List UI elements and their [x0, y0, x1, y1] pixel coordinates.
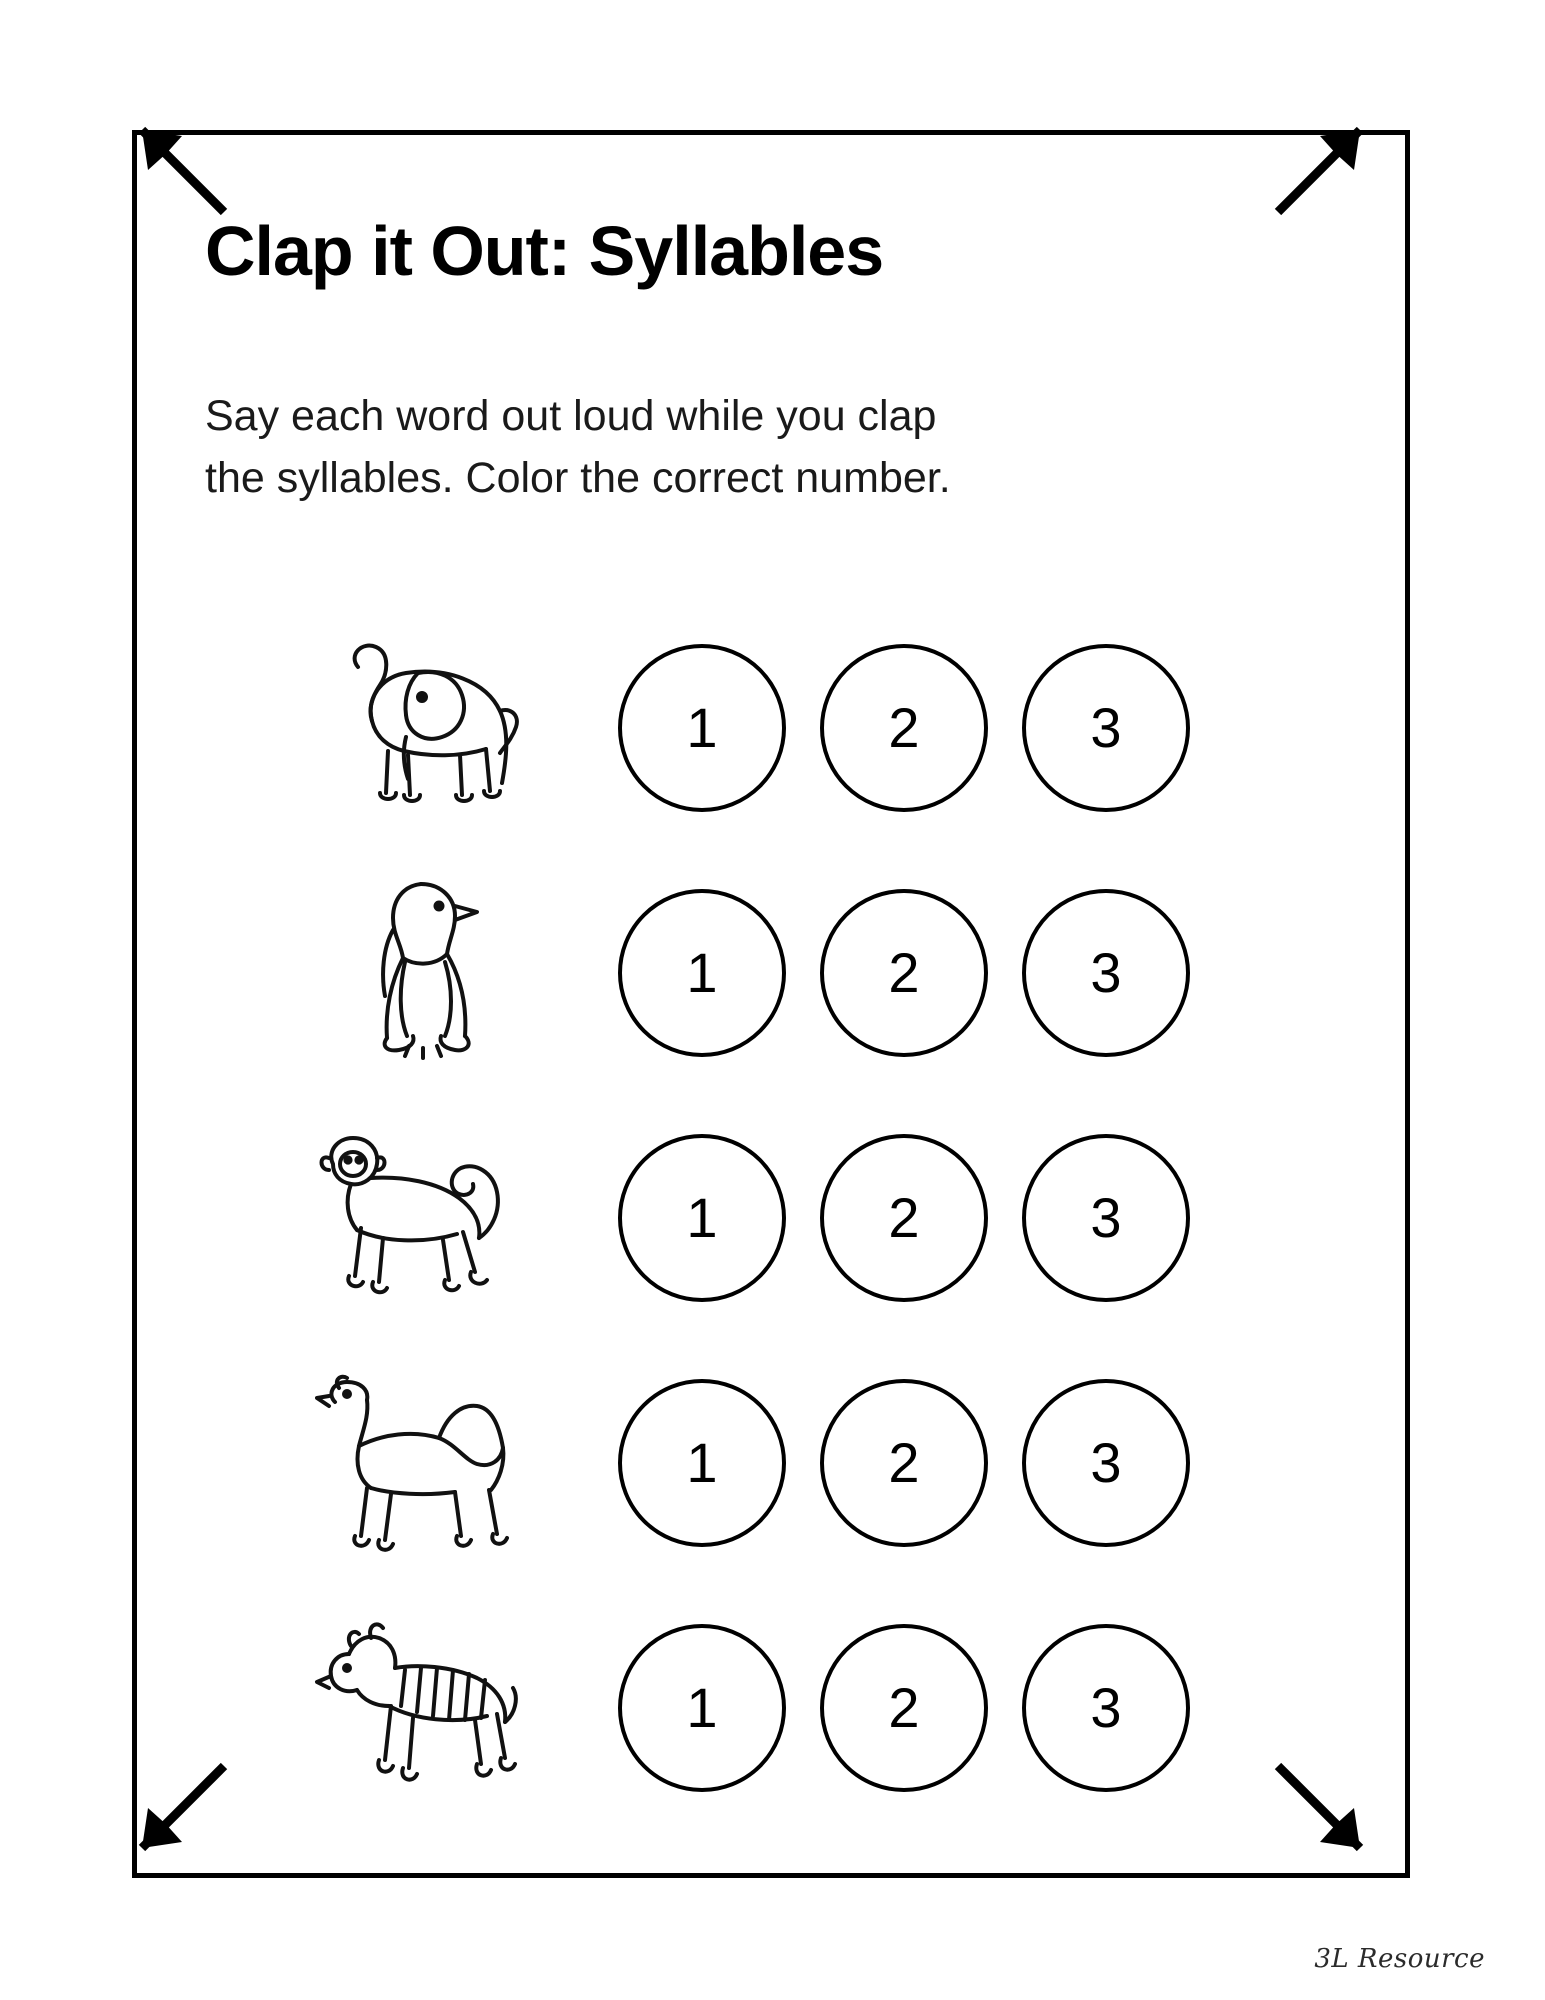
syllable-option-3[interactable]: 3	[1022, 644, 1190, 812]
syllable-options	[618, 644, 1190, 812]
syllable-options	[618, 1134, 1190, 1302]
syllable-option-3[interactable]: 3	[1022, 1379, 1190, 1547]
syllable-option-1[interactable]: 1	[618, 1134, 786, 1302]
corner-arrow-bottom-left-icon	[138, 1760, 230, 1852]
zebra-icon	[280, 1593, 580, 1823]
syllable-option-2[interactable]: 2	[820, 644, 988, 812]
syllable-option-1[interactable]: 1	[618, 1379, 786, 1547]
instructions	[205, 385, 1320, 510]
syllable-option-2[interactable]: 2	[820, 889, 988, 1057]
syllable-option-2[interactable]: 2	[820, 1134, 988, 1302]
syllable-option-2[interactable]: 2	[820, 1624, 988, 1792]
elephant-icon	[280, 613, 580, 843]
syllable-option-3[interactable]: 3	[1022, 889, 1190, 1057]
exercise-row	[280, 1095, 1340, 1340]
corner-arrow-top-left-icon	[138, 126, 230, 218]
syllable-options	[618, 1624, 1190, 1792]
instructions-line-2: the syllables. Color the correct number.	[205, 454, 951, 503]
syllable-options	[618, 1379, 1190, 1547]
syllable-option-3[interactable]: 3	[1022, 1624, 1190, 1792]
syllable-option-3[interactable]: 3	[1022, 1134, 1190, 1302]
corner-arrow-top-right-icon	[1272, 126, 1364, 218]
exercise-row	[280, 605, 1340, 850]
exercise-row	[280, 850, 1340, 1095]
camel-icon	[280, 1348, 580, 1578]
syllable-options	[618, 889, 1190, 1057]
syllable-option-1[interactable]: 1	[618, 889, 786, 1057]
watermark: 3L Resource	[1314, 1944, 1485, 1974]
penguin-icon	[280, 858, 580, 1088]
exercise-row	[280, 1340, 1340, 1585]
page-title: Clap it Out: Syllables	[205, 212, 884, 290]
syllable-option-1[interactable]: 1	[618, 644, 786, 812]
exercise-row	[280, 1585, 1340, 1830]
monkey-icon	[280, 1103, 580, 1333]
syllable-option-2[interactable]: 2	[820, 1379, 988, 1547]
exercise-list	[280, 605, 1340, 1830]
syllable-option-1[interactable]: 1	[618, 1624, 786, 1792]
instructions-line-1: Say each word out loud while you clap	[205, 392, 937, 440]
